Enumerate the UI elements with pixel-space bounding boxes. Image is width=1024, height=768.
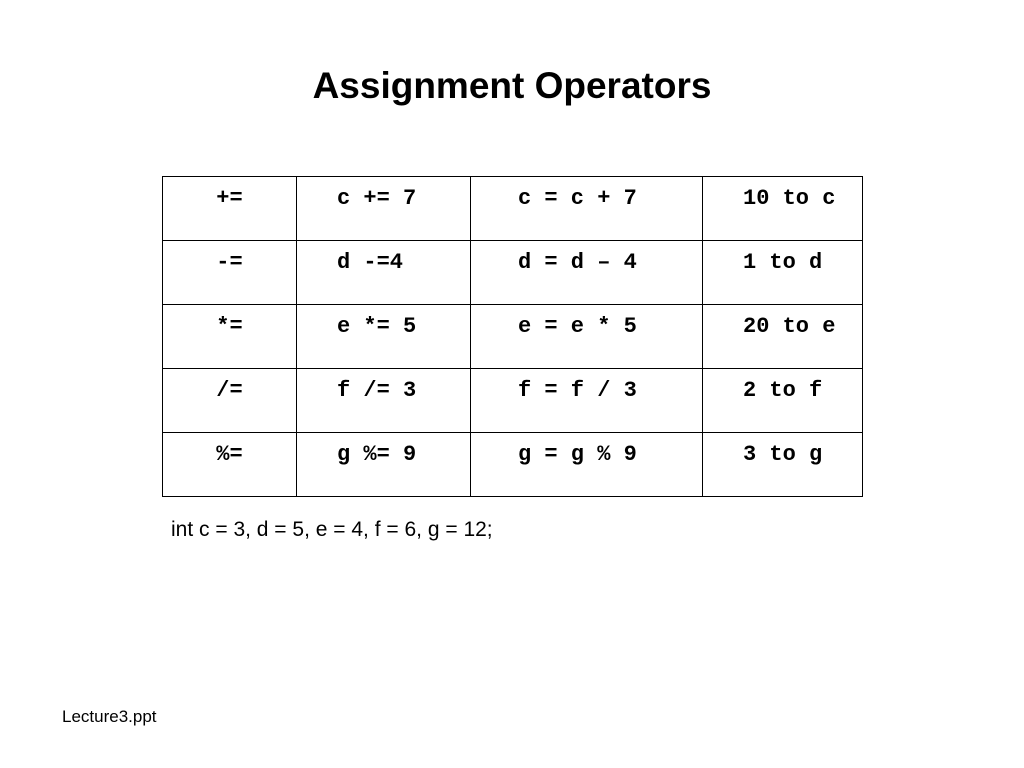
- operator-cell: [163, 177, 297, 241]
- operator-text: %=: [216, 442, 243, 467]
- result-cell: [703, 177, 863, 241]
- explanation-cell: [471, 305, 703, 369]
- table-row: [163, 241, 863, 305]
- explanation-cell: [471, 369, 703, 433]
- explanation-cell: [471, 241, 703, 305]
- footer-filename: Lecture3.ppt: [62, 707, 157, 726]
- table-row: [163, 177, 863, 241]
- operator-cell: [163, 241, 297, 305]
- table-row: [163, 305, 863, 369]
- operators-table: [162, 176, 863, 497]
- example-text: d -=4: [337, 250, 404, 275]
- result-cell: [703, 241, 863, 305]
- explanation-text: d = d – 4: [518, 250, 637, 275]
- operator-text: /=: [216, 378, 243, 403]
- result-text: 2 to f: [743, 378, 823, 403]
- operator-text: +=: [216, 186, 243, 211]
- example-text: e *= 5: [337, 314, 417, 339]
- example-cell: [297, 241, 471, 305]
- table-row: [163, 369, 863, 433]
- operator-text: *=: [216, 314, 243, 339]
- result-text: 3 to g: [743, 442, 823, 467]
- example-cell: [297, 177, 471, 241]
- result-text: 10 to c: [743, 186, 836, 211]
- example-cell: [297, 433, 471, 497]
- variable-declaration: int c = 3, d = 5, e = 4, f = 6, g = 12;: [171, 518, 493, 541]
- example-text: c += 7: [337, 186, 417, 211]
- operator-text: -=: [216, 250, 243, 275]
- result-text: 1 to d: [743, 250, 823, 275]
- explanation-text: e = e * 5: [518, 314, 637, 339]
- result-cell: [703, 369, 863, 433]
- result-cell: [703, 305, 863, 369]
- explanation-cell: [471, 433, 703, 497]
- operator-cell: [163, 369, 297, 433]
- result-text: 20 to e: [743, 314, 836, 339]
- explanation-text: f = f / 3: [518, 378, 637, 403]
- table-row: [163, 433, 863, 497]
- explanation-text: g = g % 9: [518, 442, 637, 467]
- operator-cell: [163, 305, 297, 369]
- example-text: f /= 3: [337, 378, 417, 403]
- explanation-cell: [471, 177, 703, 241]
- example-cell: [297, 305, 471, 369]
- explanation-text: c = c + 7: [518, 186, 637, 211]
- example-text: g %= 9: [337, 442, 417, 467]
- slide-title: Assignment Operators: [312, 65, 712, 106]
- example-cell: [297, 369, 471, 433]
- result-cell: [703, 433, 863, 497]
- operator-cell: [163, 433, 297, 497]
